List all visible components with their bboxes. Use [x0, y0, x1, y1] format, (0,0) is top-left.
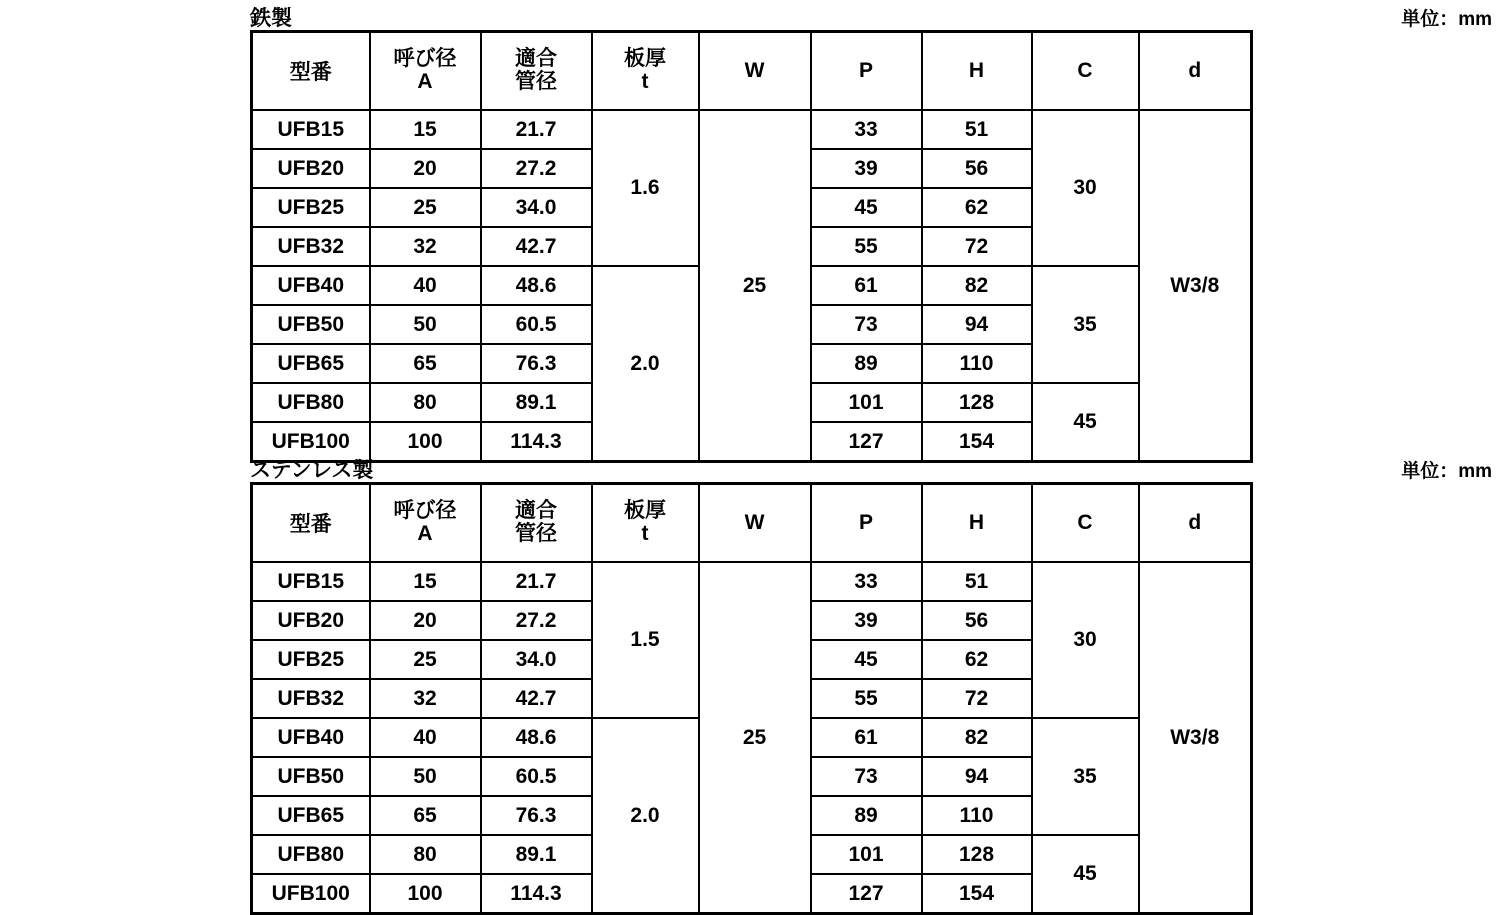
cell-model: UFB50	[252, 305, 370, 344]
cell-pipe: 42.7	[481, 679, 592, 718]
cell-h: 72	[922, 679, 1032, 718]
cell-h: 56	[922, 601, 1032, 640]
cell-model: UFB15	[252, 562, 370, 601]
cell-nominal: 40	[370, 266, 481, 305]
header-d: d	[1139, 32, 1252, 111]
section-caption-row	[0, 452, 1500, 482]
header-p: P	[811, 32, 922, 111]
cell-p: 73	[811, 305, 922, 344]
cell-c-group: 45	[1032, 383, 1139, 462]
header-thickness-line2: t	[641, 70, 649, 93]
cell-pipe: 34.0	[481, 188, 592, 227]
cell-nominal: 15	[370, 110, 481, 149]
cell-h: 94	[922, 305, 1032, 344]
header-nominal-diameter	[370, 484, 481, 563]
cell-nominal: 80	[370, 383, 481, 422]
table-row	[252, 110, 1252, 149]
cell-model: UFB65	[252, 344, 370, 383]
cell-nominal: 50	[370, 305, 481, 344]
cell-nominal: 32	[370, 679, 481, 718]
cell-h: 72	[922, 227, 1032, 266]
cell-nominal: 15	[370, 562, 481, 601]
header-pipe-diameter-line2: 管径	[515, 522, 557, 545]
header-nominal-diameter-line1: 呼び径	[393, 499, 457, 523]
cell-model: UFB80	[252, 383, 370, 422]
cell-nominal: 65	[370, 344, 481, 383]
cell-thickness-group: 2.0	[592, 266, 699, 462]
header-h: H	[922, 484, 1032, 563]
cell-c-group: 35	[1032, 718, 1139, 835]
header-model: 型番	[252, 32, 370, 111]
spec-section-stainless	[0, 452, 1500, 905]
header-thickness	[592, 32, 699, 111]
cell-h: 62	[922, 188, 1032, 227]
cell-pipe: 27.2	[481, 149, 592, 188]
header-nominal-diameter	[370, 32, 481, 111]
cell-p: 101	[811, 383, 922, 422]
cell-pipe: 89.1	[481, 383, 592, 422]
section-title: ステンレス製	[250, 459, 374, 482]
cell-h: 82	[922, 718, 1032, 757]
cell-nominal: 100	[370, 422, 481, 462]
section-caption-row	[0, 0, 1500, 30]
cell-model: UFB25	[252, 188, 370, 227]
cell-pipe: 42.7	[481, 227, 592, 266]
cell-pipe: 27.2	[481, 601, 592, 640]
spec-table-stainless	[250, 482, 1253, 915]
cell-h: 94	[922, 757, 1032, 796]
cell-thickness-group: 2.0	[592, 718, 699, 914]
cell-c-group: 45	[1032, 835, 1139, 914]
section-title: 鉄製	[250, 7, 292, 30]
cell-pipe: 89.1	[481, 835, 592, 874]
cell-h: 62	[922, 640, 1032, 679]
cell-p: 33	[811, 562, 922, 601]
cell-model: UFB20	[252, 149, 370, 188]
unit-note: 単位：mm	[1401, 9, 1492, 30]
cell-nominal: 50	[370, 757, 481, 796]
header-pipe-diameter-line1: 適合	[515, 499, 557, 523]
cell-model: UFB20	[252, 601, 370, 640]
cell-pipe: 21.7	[481, 110, 592, 149]
cell-nominal: 100	[370, 874, 481, 914]
cell-p: 127	[811, 422, 922, 462]
cell-h: 82	[922, 266, 1032, 305]
cell-pipe: 34.0	[481, 640, 592, 679]
cell-model: UFB100	[252, 874, 370, 914]
header-pipe-diameter	[481, 32, 592, 111]
cell-c-group: 30	[1032, 110, 1139, 266]
table-header-row	[252, 484, 1252, 563]
header-p: P	[811, 484, 922, 563]
cell-nominal: 20	[370, 149, 481, 188]
cell-p: 89	[811, 796, 922, 835]
spec-section-steel	[0, 0, 1500, 453]
cell-nominal: 40	[370, 718, 481, 757]
header-c: C	[1032, 484, 1139, 563]
cell-p: 45	[811, 188, 922, 227]
cell-h: 154	[922, 422, 1032, 462]
header-thickness-line1: 板厚	[624, 499, 666, 523]
cell-w: 25	[699, 110, 811, 462]
unit-note: 単位：mm	[1401, 461, 1492, 482]
header-thickness	[592, 484, 699, 563]
cell-c-group: 30	[1032, 562, 1139, 718]
cell-model: UFB32	[252, 227, 370, 266]
cell-thickness-group: 1.5	[592, 562, 699, 718]
cell-p: 127	[811, 874, 922, 914]
header-c: C	[1032, 32, 1139, 111]
cell-pipe: 48.6	[481, 718, 592, 757]
cell-nominal: 32	[370, 227, 481, 266]
cell-c-group: 35	[1032, 266, 1139, 383]
cell-model: UFB50	[252, 757, 370, 796]
cell-p: 89	[811, 344, 922, 383]
cell-model: UFB100	[252, 422, 370, 462]
cell-h: 110	[922, 796, 1032, 835]
cell-pipe: 76.3	[481, 344, 592, 383]
cell-h: 51	[922, 110, 1032, 149]
cell-pipe: 114.3	[481, 874, 592, 914]
header-thickness-line2: t	[641, 522, 649, 545]
cell-d: W3/8	[1139, 110, 1252, 462]
cell-h: 154	[922, 874, 1032, 914]
cell-pipe: 60.5	[481, 757, 592, 796]
cell-nominal: 65	[370, 796, 481, 835]
cell-model: UFB32	[252, 679, 370, 718]
cell-h: 51	[922, 562, 1032, 601]
cell-pipe: 76.3	[481, 796, 592, 835]
header-pipe-diameter	[481, 484, 592, 563]
cell-p: 55	[811, 227, 922, 266]
header-pipe-diameter-line1: 適合	[515, 47, 557, 71]
cell-nominal: 20	[370, 601, 481, 640]
cell-nominal: 25	[370, 640, 481, 679]
table-header-row	[252, 32, 1252, 111]
table-row	[252, 562, 1252, 601]
cell-model: UFB25	[252, 640, 370, 679]
cell-h: 128	[922, 383, 1032, 422]
cell-p: 101	[811, 835, 922, 874]
header-w: W	[699, 484, 811, 563]
cell-nominal: 25	[370, 188, 481, 227]
cell-model: UFB40	[252, 718, 370, 757]
cell-h: 128	[922, 835, 1032, 874]
cell-p: 33	[811, 110, 922, 149]
cell-h: 56	[922, 149, 1032, 188]
header-w: W	[699, 32, 811, 111]
header-nominal-diameter-line2: A	[417, 70, 433, 93]
cell-p: 61	[811, 266, 922, 305]
cell-p: 39	[811, 149, 922, 188]
header-nominal-diameter-line2: A	[417, 522, 433, 545]
cell-model: UFB40	[252, 266, 370, 305]
cell-thickness-group: 1.6	[592, 110, 699, 266]
cell-pipe: 114.3	[481, 422, 592, 462]
cell-model: UFB80	[252, 835, 370, 874]
cell-p: 61	[811, 718, 922, 757]
cell-pipe: 21.7	[481, 562, 592, 601]
header-nominal-diameter-line1: 呼び径	[393, 47, 457, 71]
spec-table-steel	[250, 30, 1253, 463]
cell-model: UFB65	[252, 796, 370, 835]
cell-w: 25	[699, 562, 811, 914]
cell-pipe: 48.6	[481, 266, 592, 305]
cell-nominal: 80	[370, 835, 481, 874]
header-h: H	[922, 32, 1032, 111]
header-model: 型番	[252, 484, 370, 563]
header-d: d	[1139, 484, 1252, 563]
cell-p: 55	[811, 679, 922, 718]
cell-p: 45	[811, 640, 922, 679]
cell-pipe: 60.5	[481, 305, 592, 344]
cell-h: 110	[922, 344, 1032, 383]
cell-p: 73	[811, 757, 922, 796]
cell-model: UFB15	[252, 110, 370, 149]
cell-d: W3/8	[1139, 562, 1252, 914]
cell-p: 39	[811, 601, 922, 640]
header-pipe-diameter-line2: 管径	[515, 70, 557, 93]
header-thickness-line1: 板厚	[624, 47, 666, 71]
